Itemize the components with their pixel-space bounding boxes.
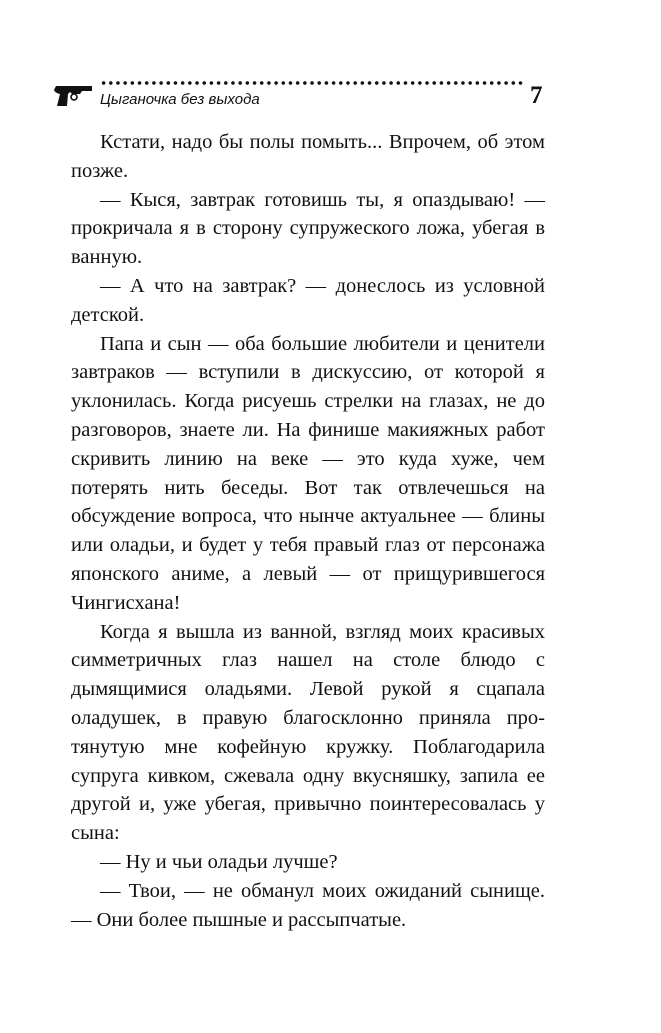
body-text — [71, 128, 545, 934]
header-dotted-rule — [100, 80, 526, 86]
page-number: 7 — [530, 82, 543, 109]
page-header — [52, 72, 552, 118]
paragraph: — Твои, — не обманул моих ожиданий сынище. — Они более пышные и рассыпчатые. — [71, 879, 545, 931]
paragraph: Когда я вышла из ванной, взгляд моих красивых симметричных глаз нашел на столе блюдо с дымящимися оладьями. Левой рукой я сцапала оладушек, в правую благосклонно приняла протянутую мне кофейную кружку. Поблагодарила супруга кивком, сжевала одну вкусняшку, запила ее другой и, уже убегая, привычно поинтересовалась у сына: — [71, 620, 545, 845]
paragraph: Кстати, надо бы полы помыть... Впрочем, об этом позже. — [71, 131, 545, 182]
paragraph: Папа и сын — оба большие любители и ценители завтраков — вступили в дискуссию, от которой я уклонилась. Когда рисуешь стрелки на глазах, не до разговоров, знаете ли. На финише макияжных работ скривить линию на веке — это куда хуже, чем потерять нить беседы. Вот так отвлечешься на обсуждение вопроса, что нынче актуальнее — блины или оладьи, и будет у тебя правый глаз от персонажа японского аниме, а левый — от прищурившегося Чингисхана! — [71, 332, 545, 614]
paragraph: — А что на завтрак? — донеслось из условной детской. — [71, 274, 545, 326]
paragraph: — Кыся, завтрак готовишь ты, я опаздываю! — прокричала я в сторону супружеского ложа, убегая в ванную. — [71, 188, 545, 269]
paragraph: — Ну и чьи оладьи лучше? — [100, 850, 338, 873]
revolver-icon — [52, 82, 96, 108]
running-title: Цыганочка без выхода — [100, 91, 260, 108]
